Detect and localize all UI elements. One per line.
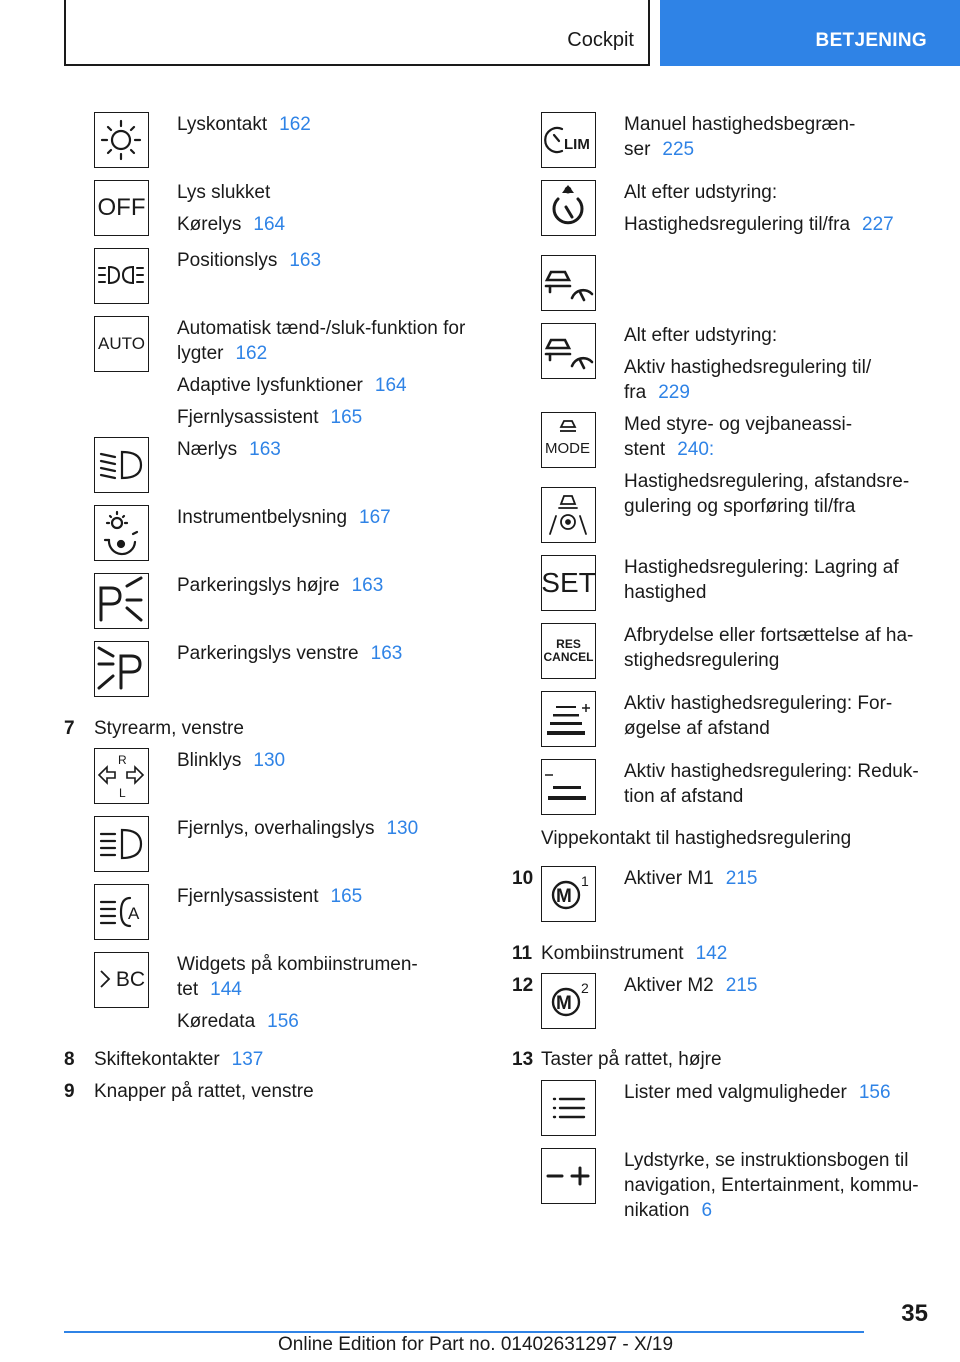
item-text: Kombiinstrument 142 <box>541 943 728 964</box>
res-cancel-icon: RES CANCEL <box>541 623 596 679</box>
svg-text:1: 1 <box>581 873 589 889</box>
page-ref-link[interactable]: 163 <box>351 575 384 596</box>
list-icon <box>541 1080 596 1136</box>
instrument-lighting-icon <box>94 505 149 561</box>
turn-signal-icon <box>94 748 149 804</box>
item-text: Hastighedsregulering: Lagring af <box>624 557 899 578</box>
item-text: Hastighedsregulering til/fra 227 <box>624 214 894 235</box>
header-section-tab <box>660 0 960 66</box>
section-number: 11 <box>512 943 533 964</box>
page-ref-link[interactable]: 164 <box>253 214 286 235</box>
item-text: Aktiver M2 215 <box>624 975 758 996</box>
item-text: Nærlys 163 <box>177 439 281 460</box>
svg-text:R: R <box>118 753 127 767</box>
page-ref-link[interactable]: 130 <box>386 818 419 839</box>
item-text: Hastighedsregulering, afstandsre- <box>624 471 910 492</box>
item-text: Positionslys 163 <box>177 250 322 271</box>
light-switch-icon <box>94 112 149 168</box>
svg-text:M: M <box>556 993 572 1014</box>
svg-text:M: M <box>556 886 572 907</box>
item-text: Alt efter udstyring: <box>624 182 778 203</box>
section-number: 13 <box>512 1049 534 1070</box>
page-ref-link[interactable]: 167 <box>359 507 391 528</box>
page-ref-link[interactable]: 240: <box>677 439 715 460</box>
page-ref-link[interactable]: 229 <box>658 382 690 403</box>
item-text: nikation 6 <box>624 1200 713 1221</box>
item-text: stighedsregulering <box>624 650 780 671</box>
distance-decrease-icon <box>541 759 596 815</box>
set-icon: SET <box>541 555 596 611</box>
item-text: lygter 162 <box>177 343 268 364</box>
item-text: Aktiver M1 215 <box>624 868 758 889</box>
page-ref-link[interactable]: 130 <box>253 750 286 771</box>
item-text: gulering og sporføring til/fra <box>624 496 856 517</box>
item-text: Lister med valgmuligheder 156 <box>624 1082 891 1103</box>
page-ref-link[interactable]: 144 <box>210 979 242 1000</box>
svg-text:2: 2 <box>581 980 589 996</box>
item-text: Fjernlysassistent 165 <box>177 407 363 428</box>
rocker-switch-label: Vippekontakt til hastighedsregulering <box>541 828 852 849</box>
position-lights-icon <box>94 248 149 304</box>
item-text: Adaptive lysfunktioner 164 <box>177 375 407 396</box>
page-ref-link[interactable]: 156 <box>267 1011 299 1032</box>
item-text: Aktiv hastighedsregulering: For- <box>624 693 893 714</box>
section-title: Taster på rattet, højre <box>541 1049 722 1070</box>
svg-text:MODE: MODE <box>545 440 590 457</box>
low-beam-icon <box>94 437 149 493</box>
item-text: tet 144 <box>177 979 242 1000</box>
item-text: navigation, Entertainment, kommu- <box>624 1175 919 1196</box>
item-text: tion af afstand <box>624 786 744 807</box>
page-ref-link[interactable]: 165 <box>330 407 363 428</box>
page-ref-link[interactable]: 163 <box>370 643 403 664</box>
page-ref-link[interactable]: 142 <box>695 943 728 964</box>
item-text: Alt efter udstyring: <box>624 325 778 346</box>
item-text: øgelse af afstand <box>624 718 770 739</box>
speed-limiter-icon <box>541 112 596 168</box>
footer-edition: Online Edition for Part no. 01402631297 - X/19 <box>278 1334 674 1355</box>
page-ref-link[interactable]: 215 <box>725 975 758 996</box>
item-text: Fjernlys, overhalingslys 130 <box>177 818 419 839</box>
section-number: 9 <box>64 1081 75 1102</box>
item-text: Aktiv hastighedsregulering til/ <box>624 357 872 378</box>
svg-text:A: A <box>128 904 140 923</box>
active-cruise-icon-b <box>541 323 596 379</box>
page-ref-link[interactable]: 156 <box>858 1082 891 1103</box>
item-text: Lyskontakt 162 <box>177 114 311 135</box>
item-text: Kørelys 164 <box>177 214 286 235</box>
chapter-title: Cockpit <box>567 29 634 51</box>
page-ref-link[interactable]: 6 <box>701 1200 713 1221</box>
cruise-control-icon <box>541 180 596 236</box>
section-number: 7 <box>64 718 75 739</box>
page-ref-link[interactable]: 162 <box>279 114 311 135</box>
bc-icon: BC <box>94 952 149 1008</box>
page-number: 35 <box>901 1300 928 1327</box>
page-ref-link[interactable]: 165 <box>330 886 363 907</box>
steering-assist-icon <box>541 487 596 543</box>
item-text: Afbrydelse eller fortsættelse af ha- <box>624 625 914 646</box>
page-ref-link[interactable]: 163 <box>289 250 322 271</box>
page-ref-link[interactable]: 163 <box>249 439 281 460</box>
parking-light-left-icon <box>94 641 149 697</box>
section-title: Styrearm, venstre <box>94 718 244 739</box>
item-text: Aktiv hastighedsregulering: Reduk- <box>624 761 919 782</box>
svg-text:LIM: LIM <box>564 136 590 153</box>
page-ref-link[interactable]: 225 <box>662 139 695 160</box>
active-cruise-icon-a <box>541 255 596 311</box>
page-ref-link[interactable]: 162 <box>235 343 268 364</box>
item-text: Fjernlysassistent 165 <box>177 886 363 907</box>
footer-rule <box>64 1331 864 1333</box>
item-text: Lydstyrke, se instruktionsbogen til <box>624 1150 909 1171</box>
header-chapter-box <box>64 0 650 66</box>
item-text: Med styre- og vejbaneassi- <box>624 414 853 435</box>
auto-icon: AUTO <box>94 316 149 372</box>
page-ref-link[interactable]: 227 <box>862 214 894 235</box>
item-text: Blinklys 130 <box>177 750 286 771</box>
high-beam-icon <box>94 816 149 872</box>
section-title: BETJENING <box>815 30 927 51</box>
item-text: Skiftekontakter 137 <box>94 1049 264 1070</box>
m1-icon <box>541 866 596 922</box>
page-ref-link[interactable]: 164 <box>374 375 407 396</box>
item-text: Automatisk tænd-/sluk-funktion for <box>177 318 466 339</box>
off-icon: OFF <box>94 180 149 236</box>
item-text: Widgets på kombiinstrumen- <box>177 954 418 975</box>
item-text: Instrumentbelysning 167 <box>177 507 391 528</box>
section-number: 8 <box>64 1049 75 1070</box>
item-text: hastighed <box>624 582 707 603</box>
item-text: Køredata 156 <box>177 1011 299 1032</box>
volume-icon <box>541 1148 596 1204</box>
page-ref-link[interactable]: 137 <box>231 1049 264 1070</box>
item-text: Lys slukket <box>177 182 271 203</box>
distance-increase-icon <box>541 691 596 747</box>
item-text: ser 225 <box>624 139 695 160</box>
section-number: 10 <box>512 868 534 889</box>
section-number: 12 <box>512 975 534 996</box>
item-text: Parkeringslys venstre 163 <box>177 643 403 664</box>
svg-text:L: L <box>119 786 126 800</box>
page-ref-link[interactable]: 215 <box>725 868 758 889</box>
item-text: Parkeringslys højre 163 <box>177 575 384 596</box>
mode-icon <box>541 412 596 468</box>
item-text: fra 229 <box>624 382 690 403</box>
m2-icon <box>541 973 596 1029</box>
parking-light-right-icon <box>94 573 149 629</box>
item-text: Manuel hastighedsbegræn- <box>624 114 856 135</box>
high-beam-assistant-icon <box>94 884 149 940</box>
item-text: stent 240: <box>624 439 715 460</box>
section-title: Knapper på rattet, venstre <box>94 1081 314 1102</box>
